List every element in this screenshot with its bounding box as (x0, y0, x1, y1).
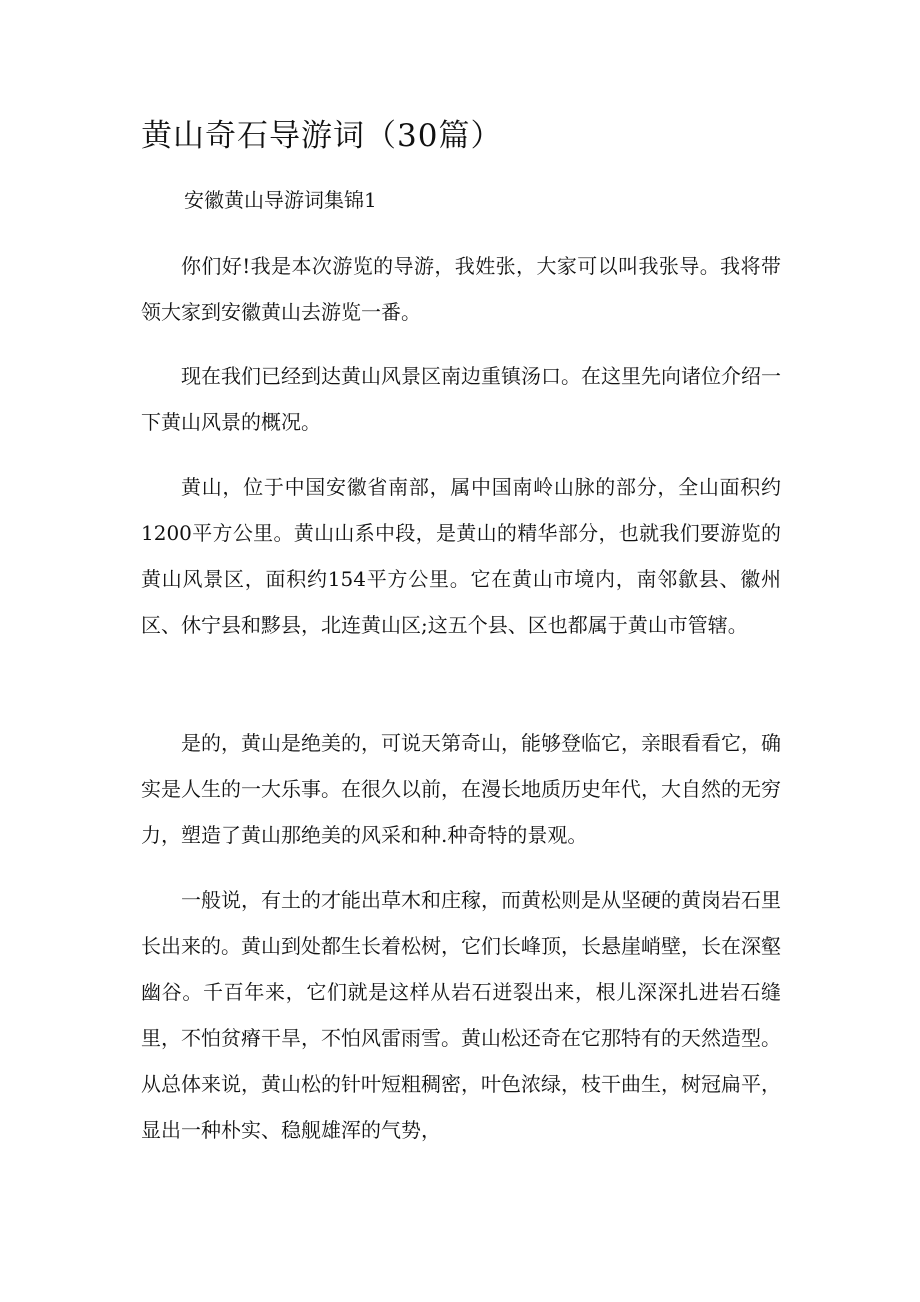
document-subtitle: 安徽黄山导游词集锦1 (184, 188, 377, 212)
paragraph-3: 黄山，位于中国安徽省南部，属中国南岭山脉的部分，全山面积约1200平方公里。黄山山系中段，是黄山的精华部分，也就我们要游览的黄山风景区，面积约154平方公里。它在黄山市境内，南邻歙县、徽州区、休宁县和黟县，北连黄山区;这五个县、区也都属于黄山市管辖。 (141, 475, 781, 637)
paragraph-2: 现在我们已经到达黄山风景区南边重镇汤口。在这里先向诸位介绍一下黄山风景的概况。 (141, 364, 781, 434)
paragraph-4: 是的，黄山是绝美的，可说天第奇山，能够登临它，亲眼看看它，确实是人生的一大乐事。在很久以前，在漫长地质历史年代，大自然的无穷力，塑造了黄山那绝美的风采和种.种奇特的景观。 (141, 731, 781, 847)
paragraph-1: 你们好!我是本次游览的导游，我姓张，大家可以叫我张导。我将带领大家到安徽黄山去游览一番。 (141, 254, 781, 324)
document-title: 黄山奇石导游词（30篇） (141, 118, 503, 154)
paragraph-5: 一般说，有土的才能出草木和庄稼，而黄松则是从坚硬的黄岗岩石里长出来的。黄山到处都生长着松树，它们长峰顶，长悬崖峭壁，长在深壑幽谷。千百年来，它们就是这样从岩石迸裂出来，根儿深深扎进岩石缝里，不怕贫瘠干旱，不怕风雷雨雪。黄山松还奇在它那特有的天然造型。从总体来说，黄山松的针叶短粗稠密，叶色浓绿，枝干曲生，树冠扁平，显出一种朴实、稳舰雄浑的气势， (141, 888, 781, 1142)
